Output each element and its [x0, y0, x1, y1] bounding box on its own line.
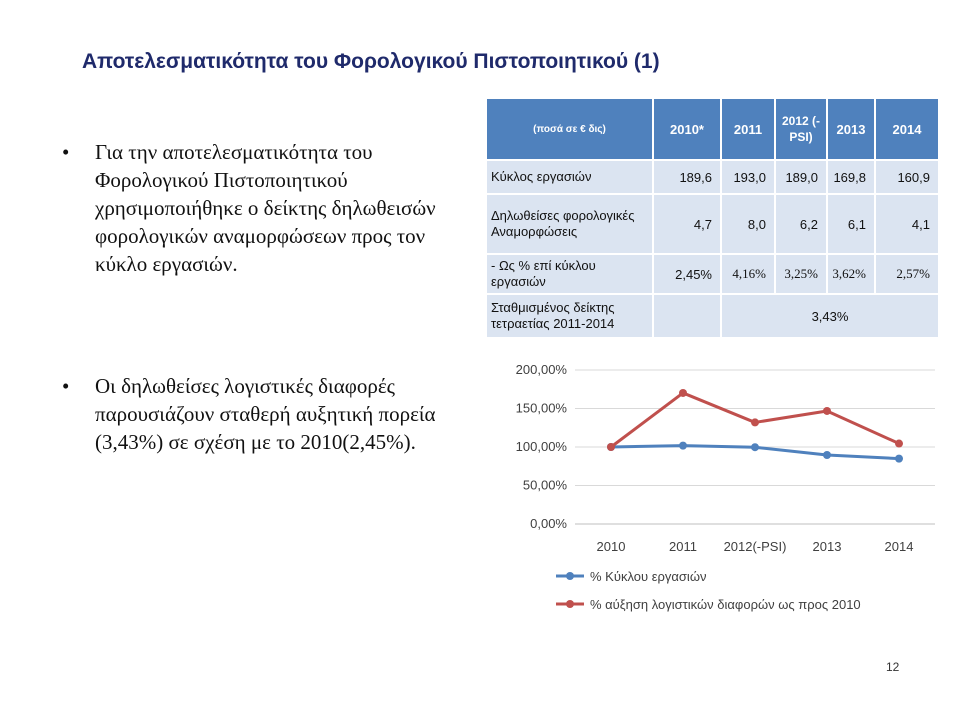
- table-header-cell: 2012 (-PSI): [775, 98, 827, 160]
- table-cell: 4,16%: [721, 254, 775, 294]
- table-header-cell: 2011: [721, 98, 775, 160]
- table-cell: 2,57%: [875, 254, 939, 294]
- data-point: [823, 451, 831, 459]
- row-label: Σταθμισμένος δείκτης τετραετίας 2011-2014: [486, 294, 653, 338]
- table-cell: 4,7: [653, 194, 721, 254]
- table-cell: 3,25%: [775, 254, 827, 294]
- bullet-marker: •: [62, 374, 70, 398]
- table-header-cell: 2013: [827, 98, 875, 160]
- x-tick-label: 2010: [596, 539, 626, 554]
- x-tick-label: 2013: [812, 539, 842, 554]
- table-row: [486, 194, 939, 254]
- table-cell: 160,9: [875, 160, 939, 194]
- x-tick-label: 2012(-PSI): [723, 539, 787, 554]
- line-chart: [490, 350, 940, 630]
- table-cell: 3,62%: [827, 254, 875, 294]
- x-tick-label: 2014: [884, 539, 914, 554]
- table-row: [486, 294, 939, 338]
- table-header-row: [486, 98, 939, 160]
- weighted-index-value: 3,43%: [721, 294, 939, 338]
- data-point: [751, 418, 759, 426]
- bullet-text: Για την αποτελεσματικότητα του Φορολογικού Πιστοποιητικού χρησιμοποιήθηκε ο δείκτης δηλωθεισών φορολογικών αναμορφώσεων προς τον κύκλο εργασιών.: [95, 140, 436, 276]
- table-cell: [653, 294, 721, 338]
- data-table: [485, 97, 940, 339]
- table-cell: 189,0: [775, 160, 827, 194]
- data-point: [679, 389, 687, 397]
- bullet-marker: •: [62, 140, 70, 164]
- table-cell: 4,1: [875, 194, 939, 254]
- data-point: [751, 443, 759, 451]
- table-cell: 2,45%: [653, 254, 721, 294]
- legend-label: % Κύκλου εργασιών: [590, 569, 707, 584]
- y-tick-label: 0,00%: [530, 516, 567, 531]
- y-tick-label: 100,00%: [515, 439, 567, 454]
- page-number: 12: [886, 660, 900, 674]
- table-row: [486, 160, 939, 194]
- table-cell: 6,2: [775, 194, 827, 254]
- x-tick-label: 2011: [669, 539, 697, 554]
- legend-label: % αύξηση λογιστικών διαφορών ως προς 2010: [590, 597, 861, 612]
- row-label: Κύκλος εργασιών: [486, 160, 653, 194]
- table-cell: 8,0: [721, 194, 775, 254]
- table-header-cell: 2010*: [653, 98, 721, 160]
- bullet-text: Οι δηλωθείσες λογιστικές διαφορές παρουσιάζουν σταθερή αυξητική πορεία (3,43%) σε σχέση με το 2010(2,45%).: [95, 374, 436, 454]
- table-cell: 193,0: [721, 160, 775, 194]
- data-point: [895, 440, 903, 448]
- bullet-item: [62, 372, 462, 456]
- legend-swatch-marker: [566, 600, 574, 608]
- bullet-item: [62, 138, 462, 278]
- table-cell: 6,1: [827, 194, 875, 254]
- row-label: Δηλωθείσες φορολογικές Αναμορφώσεις: [486, 194, 653, 254]
- data-point: [607, 443, 615, 451]
- data-point: [895, 455, 903, 463]
- table-row: [486, 254, 939, 294]
- y-tick-label: 150,00%: [515, 400, 567, 416]
- table-unit-label: (ποσά σε € δις): [486, 98, 653, 160]
- row-label: - Ως % επί κύκλου εργασιών: [486, 254, 653, 294]
- table-cell: 169,8: [827, 160, 875, 194]
- bullet-list: [62, 138, 462, 456]
- table-header-cell: 2014: [875, 98, 939, 160]
- y-tick-label: 200,00%: [515, 362, 567, 377]
- legend-swatch-marker: [566, 572, 574, 580]
- data-point: [823, 407, 831, 415]
- y-tick-label: 50,00%: [522, 477, 567, 493]
- table-cell: 189,6: [653, 160, 721, 194]
- slide-title: Αποτελεσματικότητα του Φορολογικού Πιστοποιητικού (1): [82, 50, 660, 73]
- data-point: [679, 442, 687, 450]
